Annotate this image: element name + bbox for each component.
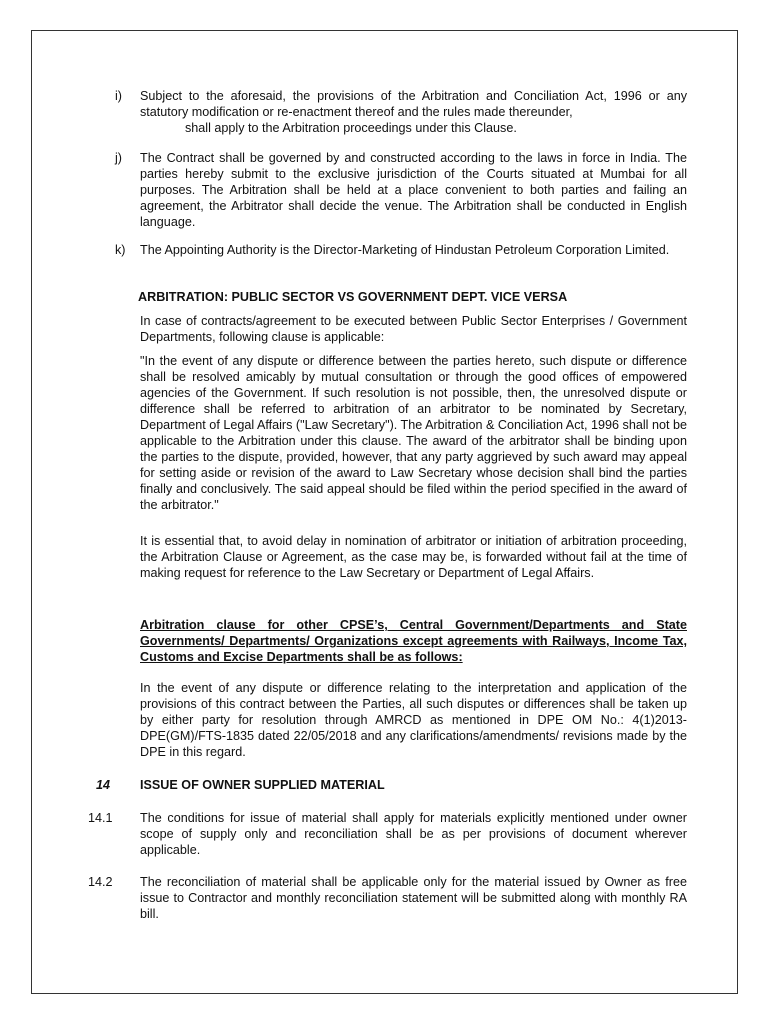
item-i-line2: shall apply to the Arbitration proceedings under this Clause. bbox=[185, 121, 517, 135]
clause-14-2-number: 14.2 bbox=[88, 875, 113, 889]
cpse-arbitration-heading: Arbitration clause for other CPSE’s, Central Government/Departments and State Governments/ Departments/ Organizations except agreements with Railways, Income Tax, Customs and Excise Departments shall be as follows: bbox=[140, 618, 687, 664]
item-i-line1: Subject to the aforesaid, the provisions of the Arbitration and Conciliation Act, 1996 or any statutory modification or re-enactment thereof and the rules made thereunder, bbox=[140, 89, 687, 119]
item-j-text: The Contract shall be governed by and constructed according to the laws in force in India. The parties hereby submit to the exclusive jurisdiction of the Courts situated at Mumbai for all purposes. The Arbitration shall be held at a place convenient to both parties and failing an agreement, the Arbitrator shall decide the venue. The Arbitration shall be conducted in English language. bbox=[140, 151, 687, 229]
item-i-label: i) bbox=[115, 89, 122, 103]
cpse-arbitration-text: In the event of any dispute or difference relating to the interpretation and application of the provisions of this contract between the Parties, all such disputes or differences shall be taken up by either party for resolution through AMRCD as mentioned in DPE OM No.: 4(1)2013-DPE(GM)/FTS-1835 dated 22/05/2018 and any clarifications/amendments/ revisions made by the DPE in this regard. bbox=[140, 681, 687, 759]
psu-arbitration-quote: "In the event of any dispute or difference between the parties hereto, such dispute or difference shall be resolved amicably by mutual consultation or through the good offices of empowered agencies of the Government. If such resolution is not possible, then, the unresolved dispute or difference shall be referred to arbitration of an arbitrator to be nominated by Secretary, Department of Legal Affairs ("Law Secretary"). The Arbitration & Conciliation Act, 1996 shall not be applicable to the Arbitration under this clause. The award of the arbitrator shall be binding upon the parties to the dispute, provided, however, that any party aggrieved by such award may appeal for setting aside or revision of the award to Law Secretary whose decision shall bind the parties finally and conclusively. The said appeal should be filed within the period specified in the award of the arbitrator." bbox=[140, 354, 687, 512]
psu-arbitration-intro: In case of contracts/agreement to be executed between Public Sector Enterprises / Government Departments, following clause is applicable: bbox=[140, 314, 687, 344]
clause-14-1-number: 14.1 bbox=[88, 811, 113, 825]
item-k-label: k) bbox=[115, 243, 126, 257]
clause-14-1-text: The conditions for issue of material shall apply for materials explicitly mentioned under owner scope of supply only and reconciliation shall be as per provisions of document wherever applicable. bbox=[140, 811, 687, 857]
clause-14-2-text: The reconciliation of material shall be applicable only for the material issued by Owner as free issue to Contractor and monthly reconciliation statement will be submitted along with monthly RA bill. bbox=[140, 875, 687, 921]
section-14-title: ISSUE OF OWNER SUPPLIED MATERIAL bbox=[140, 778, 385, 792]
section-14-number: 14 bbox=[96, 778, 111, 792]
psu-arbitration-essential: It is essential that, to avoid delay in nomination of arbitrator or initiation of arbitration proceeding, the Arbitration Clause or Agreement, as the case may be, is forwarded without fail at the time of making request for reference to the Law Secretary or Department of Legal Affairs. bbox=[140, 534, 687, 580]
item-j-label: j) bbox=[115, 151, 122, 165]
psu-arbitration-heading: ARBITRATION: PUBLIC SECTOR VS GOVERNMENT DEPT. VICE VERSA bbox=[138, 290, 568, 304]
item-i-text bbox=[140, 88, 687, 136]
item-k-text: The Appointing Authority is the Director-Marketing of Hindustan Petroleum Corporation Limited. bbox=[140, 243, 670, 257]
